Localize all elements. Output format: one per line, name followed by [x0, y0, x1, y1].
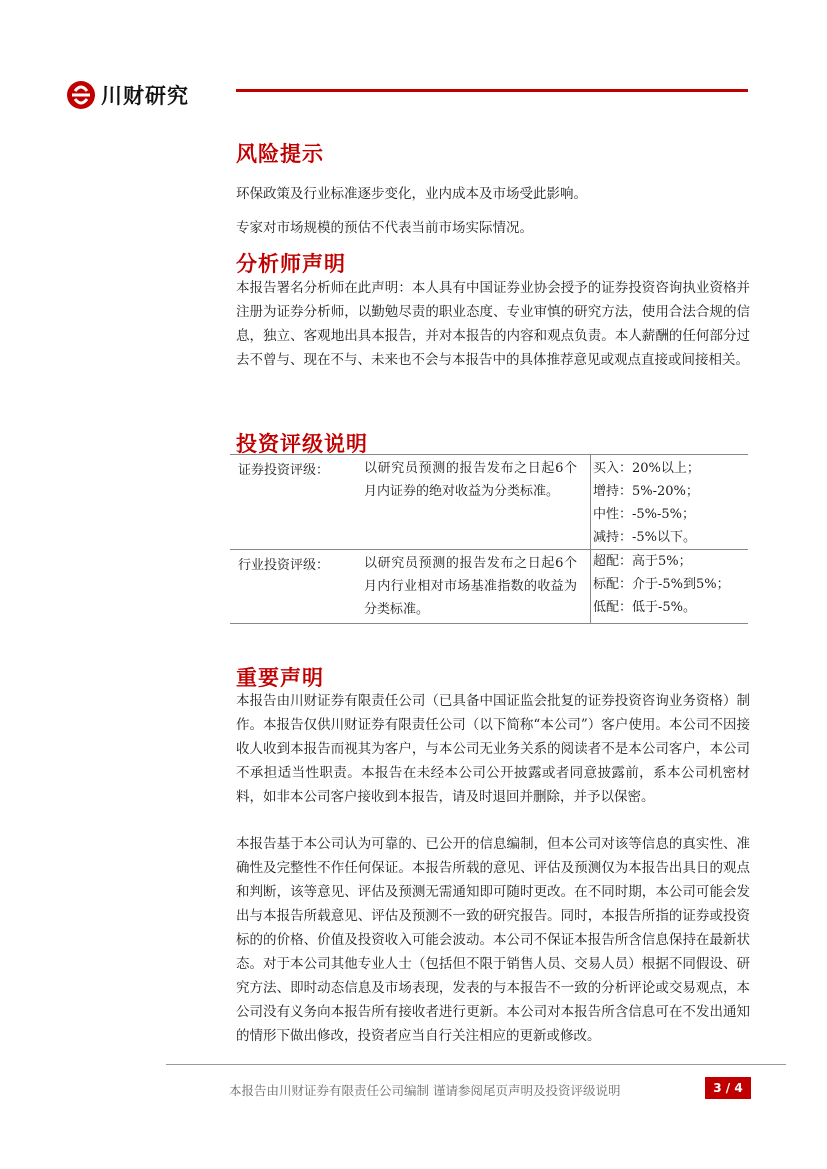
rating-row-industry	[230, 550, 748, 624]
brand-name: 川财研究	[101, 84, 189, 108]
disclaimer-title: 重要声明	[236, 665, 324, 690]
analyst-title: 分析师声明	[236, 251, 346, 276]
risk-line-2: 专家对市场规模的预估不代表当前市场实际情况。	[236, 220, 533, 236]
rating-level: 中性：-5%-5%；	[593, 507, 696, 522]
analyst-body: 本报告署名分析师在此声明：本人具有中国证券业协会授予的证券投资咨询执业资格并注册为证券分析师，以勤勉尽责的职业态度、专业审慎的研究方法，使用合法合规的信息，独立、客观地出具本报告，并对本报告的内容和观点负责。本人薪酬的任何部分过去不曾与、现在不与、未来也不会与本报告中的具体推荐意见或观点直接或间接相关。	[236, 280, 750, 368]
rating-level: 低配：低于-5%。	[593, 600, 697, 615]
rating-title: 投资评级说明	[236, 431, 368, 456]
footer-divider	[166, 1064, 786, 1065]
rating-label: 证券投资评级：	[238, 463, 330, 478]
rating-levels	[590, 550, 748, 623]
header-divider	[236, 89, 748, 92]
risk-title: 风险提示	[236, 141, 324, 166]
rating-level: 标配：介于-5%到5%；	[593, 577, 730, 592]
rating-description: 以研究员预测的报告发布之日起6个月内行业相对市场基准指数的收益为分类标准。	[364, 556, 577, 617]
rating-levels	[590, 455, 748, 549]
rating-level: 增持：5%-20%；	[593, 484, 699, 499]
company-logo	[66, 80, 189, 110]
page-number-badge: 3 / 4	[705, 1077, 751, 1099]
footer-text: 本报告由川财证券有限责任公司编制 谨请参阅尾页声明及投资评级说明	[229, 1083, 621, 1098]
rating-label: 行业投资评级：	[238, 558, 330, 573]
disclaimer-paragraph-2: 本报告基于本公司认为可靠的、已公开的信息编制，但本公司对该等信息的真实性、准确性及完整性不作任何保证。本报告所载的意见、评估及预测仅为本报告出具日的观点和判断，该等意见、评估及预测无需通知即可随时更改。在不同时期，本公司可能会发出与本报告所载意见、评估及预测不一致的研究报告。同时，本报告所指的证券或投资标的的价格、价值及投资收入可能会波动。本公司不保证本报告所含信息保持在最新状态。对于本公司其他专业人士（包括但不限于销售人员、交易人员）根据不同假设、研究方法、即时动态信息及市场表现，发表的与本报告不一致的分析评论或交易观点，本公司没有义务向本报告所有接收者进行更新。本公司对本报告所含信息可在不发出通知的情形下做出修改，投资者应当自行关注相应的更新或修改。	[236, 836, 750, 1044]
rating-description: 以研究员预测的报告发布之日起6个月内证券的绝对收益为分类标准。	[364, 461, 577, 499]
risk-line-1: 环保政策及行业标准逐步变化，业内成本及市场受此影响。	[236, 186, 587, 202]
logo-icon	[66, 80, 96, 110]
rating-row-stock	[230, 455, 748, 550]
rating-level: 买入：20%以上；	[593, 461, 700, 476]
rating-table	[230, 454, 748, 624]
rating-level: 超配：高于5%；	[593, 554, 692, 569]
rating-level: 减持：-5%以下。	[593, 530, 697, 545]
disclaimer-paragraph-1: 本报告由川财证券有限责任公司（已具备中国证监会批复的证券投资咨询业务资格）制作。本报告仅供川财证券有限责任公司（以下简称“本公司”）客户使用。本公司不因接收人收到本报告而视其为客户，与本公司无业务关系的阅读者不是本公司客户，本公司不承担适当性职责。本报告在未经本公司公开披露或者同意披露前，系本公司机密材料，如非本公司客户接收到本报告，请及时退回并删除，并予以保密。	[236, 693, 750, 805]
